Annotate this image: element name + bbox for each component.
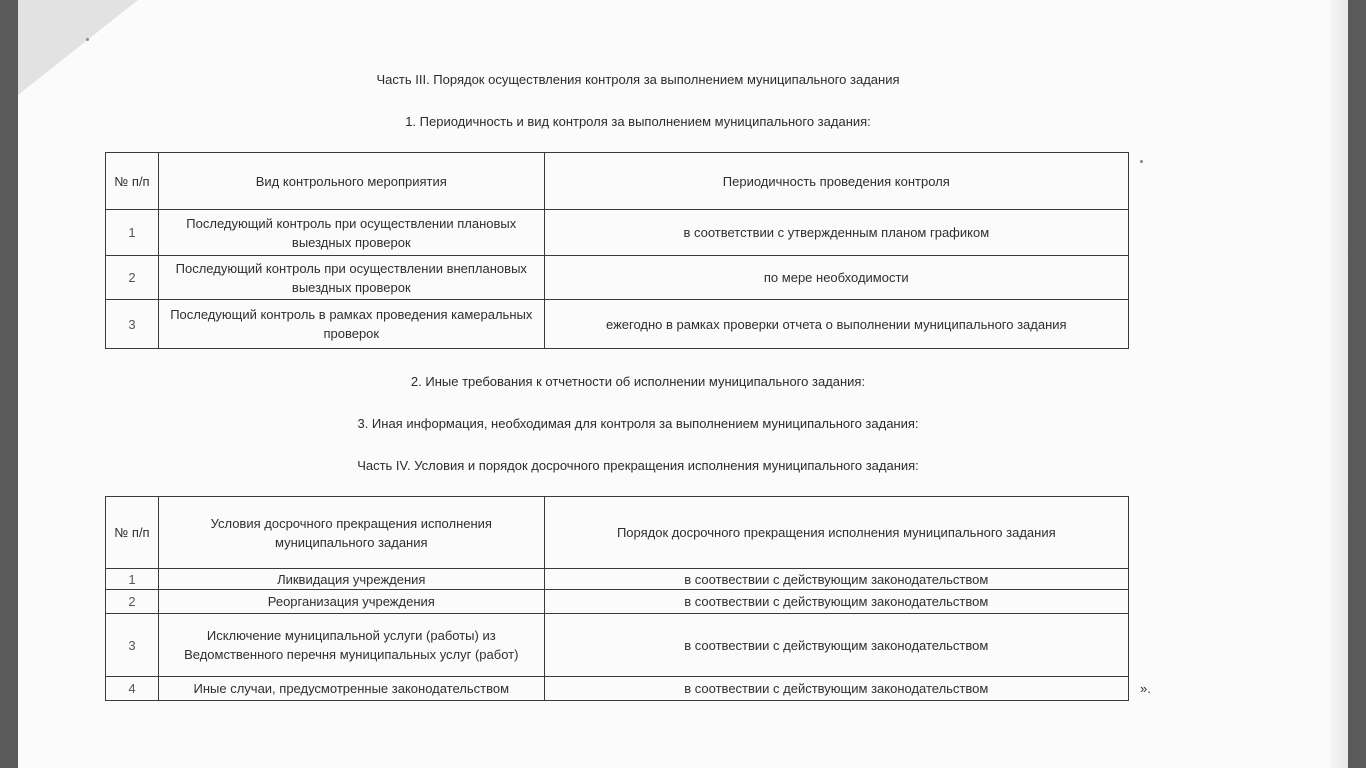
row-condition: Исключение муниципальной услуги (работы) из Ведомственного перечня муниципальных услуг (работ) [158, 614, 544, 677]
row-periodicity: в соответствии с утвержденным планом графиком [544, 210, 1128, 256]
control-table [105, 152, 1129, 349]
table-row [106, 590, 1129, 614]
section3-heading: 3. Иная информация, необходимая для контроля за выполнением муниципального задания: [357, 416, 919, 431]
row-num: 3 [106, 614, 159, 677]
row-condition: Ликвидация учреждения [158, 569, 544, 590]
header-num: № п/п [106, 153, 159, 210]
section2-heading: 2. Иные требования к отчетности об исполнении муниципального задания: [410, 374, 866, 389]
part4-title: Часть IV. Условия и порядок досрочного прекращения исполнения муниципального задания: [357, 458, 919, 473]
header-num: № п/п [106, 497, 159, 569]
row-condition: Реорганизация учреждения [158, 590, 544, 614]
termination-table [105, 496, 1129, 701]
table-row [106, 677, 1129, 701]
row-num: 2 [106, 256, 159, 300]
row-control-type: Последующий контроль в рамках проведения камеральных проверок [158, 300, 544, 349]
part3-title: Часть III. Порядок осуществления контроля за выполнением муниципального задания [376, 72, 900, 87]
row-periodicity: ежегодно в рамках проверки отчета о выполнении муниципального задания [544, 300, 1128, 349]
row-num: 4 [106, 677, 159, 701]
scan-right-edge [1330, 0, 1348, 768]
row-order: в соотвествии с действующим законодательством [544, 614, 1128, 677]
header-periodicity: Периодичность проведения контроля [544, 153, 1128, 210]
header-control-type: Вид контрольного мероприятия [158, 153, 544, 210]
table-row [106, 256, 1129, 300]
scan-speck [86, 38, 89, 41]
row-order: в соотвествии с действующим законодательством [544, 569, 1128, 590]
row-num: 3 [106, 300, 159, 349]
table-row [106, 569, 1129, 590]
table-row [106, 210, 1129, 256]
table-row [106, 300, 1129, 349]
header-order: Порядок досрочного прекращения исполнения муниципального задания [544, 497, 1128, 569]
section1-heading: 1. Периодичность и вид контроля за выполнением муниципального задания: [405, 114, 871, 129]
row-control-type: Последующий контроль при осуществлении внеплановых выездных проверок [158, 256, 544, 300]
header-condition: Условия досрочного прекращения исполнения муниципального задания [158, 497, 544, 569]
row-order: в соотвествии с действующим законодательством [544, 590, 1128, 614]
row-order: в соотвествии с действующим законодательством [544, 677, 1128, 701]
row-num: 1 [106, 569, 159, 590]
row-periodicity: по мере необходимости [544, 256, 1128, 300]
table-header-row [106, 153, 1129, 210]
scanned-page [18, 0, 1348, 768]
row-condition: Иные случаи, предусмотренные законодательством [158, 677, 544, 701]
table-row [106, 614, 1129, 677]
scan-speck [1140, 160, 1143, 163]
row-control-type: Последующий контроль при осуществлении плановых выездных проверок [158, 210, 544, 256]
closing-quote: ». [1140, 681, 1151, 696]
row-num: 2 [106, 590, 159, 614]
row-num: 1 [106, 210, 159, 256]
table-header-row [106, 497, 1129, 569]
